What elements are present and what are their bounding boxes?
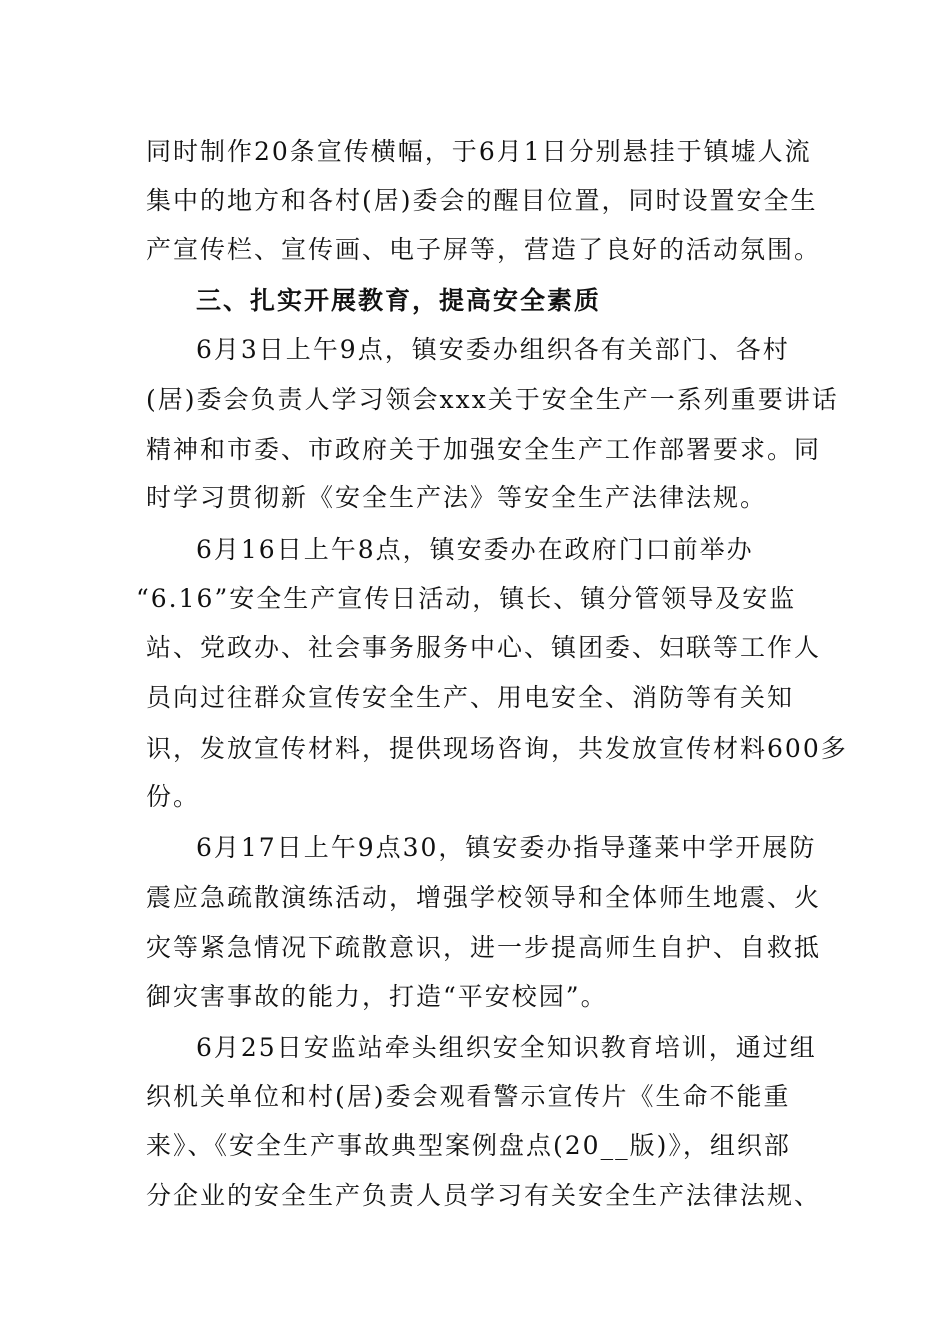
paragraph-line: (居)委会负责人学习领会xxx关于安全生产一系列重要讲话 [146, 385, 839, 414]
paragraph-line: 6月17日上午9点30，镇安委办指导蓬莱中学开展防 [196, 833, 817, 862]
paragraph-line: 员向过往群众宣传安全生产、用电安全、消防等有关知 [146, 683, 795, 712]
paragraph-line: 织机关单位和村(居)委会观看警示宣传片《生命不能重 [146, 1082, 791, 1111]
section-heading: 三、扎实开展教育，提高安全素质 [196, 286, 602, 315]
paragraph-line: 时学习贯彻新《安全生产法》等安全生产法律法规。 [146, 483, 768, 512]
paragraph-line: 御灾害事故的能力，打造“平安校园”。 [146, 982, 608, 1011]
paragraph-line: 精神和市委、市政府关于加强安全生产工作部署要求。同 [146, 435, 822, 464]
paragraph-line: 同时制作20条宣传横幅，于6月1日分别悬挂于镇墟人流 [146, 137, 812, 166]
paragraph-line: 6月25日安监站牵头组织安全知识教育培训，通过组 [196, 1033, 817, 1062]
paragraph-line: 识，发放宣传材料，提供现场咨询，共发放宣传材料600多 [146, 734, 848, 763]
paragraph-line: 站、党政办、社会事务服务中心、镇团委、妇联等工作人 [146, 633, 822, 662]
paragraph-line: 6月16日上午8点，镇安委办在政府门口前举办 [196, 535, 754, 564]
paragraph-line: 分企业的安全生产负责人员学习有关安全生产法律法规、 [146, 1181, 822, 1210]
paragraph-line: 来》、《安全生产事故典型案例盘点(20__版)》，组织部 [146, 1131, 791, 1160]
paragraph-line: 6月3日上午9点，镇安委办组织各有关部门、各村 [196, 335, 790, 364]
paragraph-line: 产宣传栏、宣传画、电子屏等，营造了良好的活动氛围。 [146, 235, 822, 264]
paragraph-line: 份。 [146, 782, 201, 811]
paragraph-line: “6.16”安全生产宣传日活动，镇长、镇分管领导及安监 [136, 584, 797, 613]
paragraph-line: 集中的地方和各村(居)委会的醒目位置，同时设置安全生 [146, 186, 818, 215]
paragraph-line: 灾等紧急情况下疏散意识，进一步提高师生自护、自救抵 [146, 933, 822, 962]
paragraph-line: 震应急疏散演练活动，增强学校领导和全体师生地震、火 [146, 883, 822, 912]
